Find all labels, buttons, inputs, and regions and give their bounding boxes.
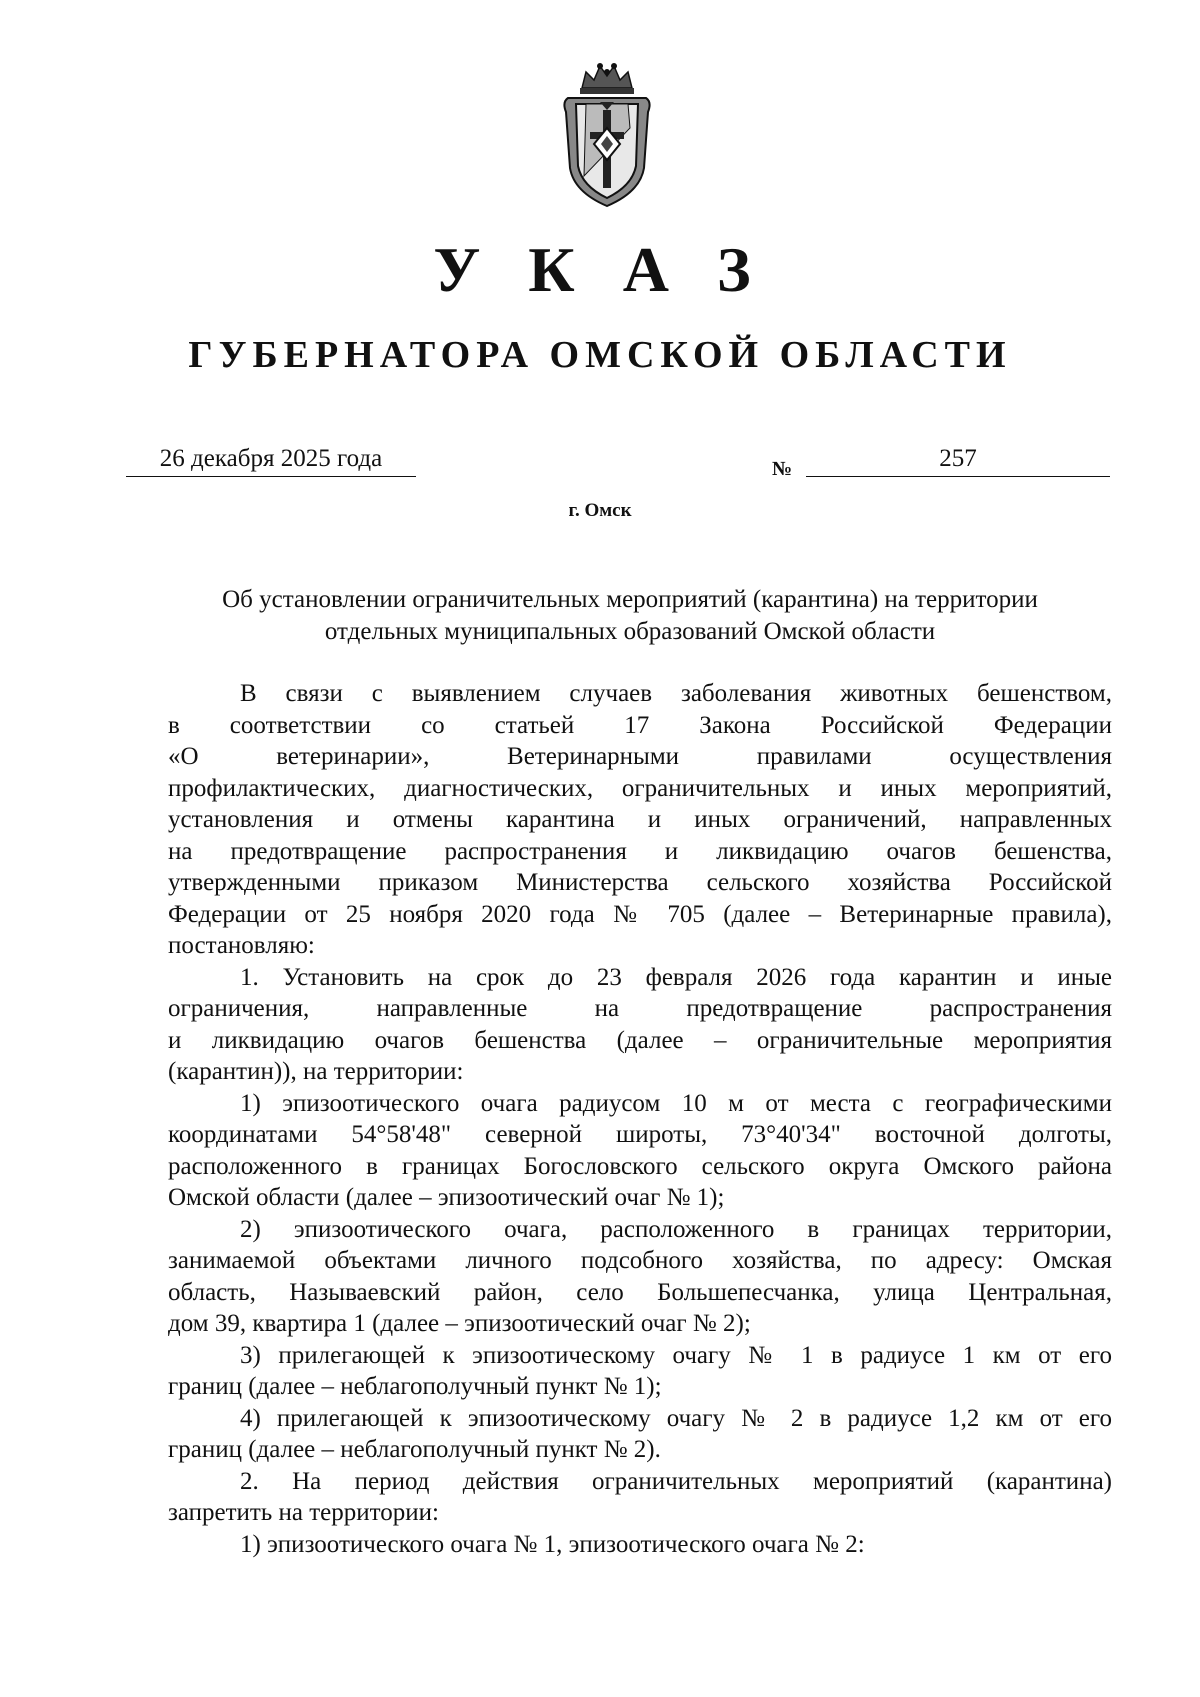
text-line: 1. Установить на срок до 23 февраля 2026 года карантин и иные xyxy=(240,963,1112,991)
heading-line: Об установлении ограничительных мероприятий (карантина) на территории xyxy=(222,586,1038,613)
text-line: координатами 54°58'48" северной широты, 73°40'34" восточной долготы, xyxy=(168,1121,1112,1148)
text-line: «О ветеринарии», Ветеринарными правилами осуществления xyxy=(168,743,1112,770)
text-line: границ (далее – неблагополучный пункт № 1); xyxy=(168,1373,662,1400)
document-heading xyxy=(150,584,1110,648)
text-line: Федерации от 25 ноября 2020 года № 705 (далее – Ветеринарные правила), xyxy=(168,900,1112,928)
text-line: 4) прилегающей к эпизоотическому очагу № 2 в радиусе 1,2 км от его xyxy=(240,1404,1112,1432)
text-line: Омской области (далее – эпизоотический очаг № 1); xyxy=(168,1184,725,1211)
document-number: 257 xyxy=(806,442,1110,477)
text-line: постановляю: xyxy=(168,932,315,959)
text-line: 3) прилегающей к эпизоотическому очагу № 1 в радиусе 1 км от его xyxy=(240,1341,1112,1369)
text-line: область, Называевский район, село Большепесчанка, улица Центральная, xyxy=(168,1278,1112,1306)
text-line: 2. На период действия ограничительных мероприятий (карантина) xyxy=(240,1467,1112,1495)
text-line: ограничения, направленные на предотвращение распространения xyxy=(168,995,1112,1022)
text-line: 1) эпизоотического очага радиусом 10 м от места с географическими xyxy=(240,1089,1112,1117)
text-line: расположенного в границах Богословского сельского округа Омского района xyxy=(168,1152,1112,1180)
heading-line: отдельных муниципальных образований Омской области xyxy=(324,618,936,645)
text-line: на предотвращение распространения и ликвидацию очагов бешенства, xyxy=(168,837,1112,865)
text-line: запретить на территории: xyxy=(168,1499,439,1526)
number-label: № xyxy=(772,458,793,480)
document-date: 26 декабря 2025 года xyxy=(126,442,416,477)
document-title: У К А З xyxy=(433,234,767,305)
text-line: в соответствии со статьей 17 Закона Российской Федерации xyxy=(168,711,1112,739)
text-line: границ (далее – неблагополучный пункт № 2). xyxy=(168,1436,661,1463)
text-line: и ликвидацию очагов бешенства (далее – ограничительные мероприятия xyxy=(168,1026,1112,1054)
text-line: занимаемой объектами личного подсобного хозяйства, по адресу: Омская xyxy=(168,1247,1112,1274)
text-line: утвержденными приказом Министерства сельского хозяйства Российской xyxy=(168,869,1112,896)
issuer-title: ГУБЕРНАТОРА ОМСКОЙ ОБЛАСТИ xyxy=(188,334,1012,376)
text-line: профилактических, диагностических, ограничительных и иных мероприятий, xyxy=(168,774,1112,802)
document-body xyxy=(168,678,1112,1560)
text-line: дом 39, квартира 1 (далее – эпизоотический очаг № 2); xyxy=(168,1310,751,1337)
text-line: В связи с выявлением случаев заболевания животных бешенством, xyxy=(240,680,1112,707)
text-line: 2) эпизоотического очага, расположенного в границах территории, xyxy=(240,1215,1112,1243)
text-line: 1) эпизоотического очага № 1, эпизоотического очага № 2: xyxy=(240,1530,865,1558)
text-line: (карантин)), на территории: xyxy=(168,1058,464,1085)
city-label: г. Омск xyxy=(568,500,632,521)
text-line: установления и отмены карантина и иных ограничений, направленных xyxy=(168,806,1112,833)
omsk-coat-of-arms-icon xyxy=(560,58,654,210)
